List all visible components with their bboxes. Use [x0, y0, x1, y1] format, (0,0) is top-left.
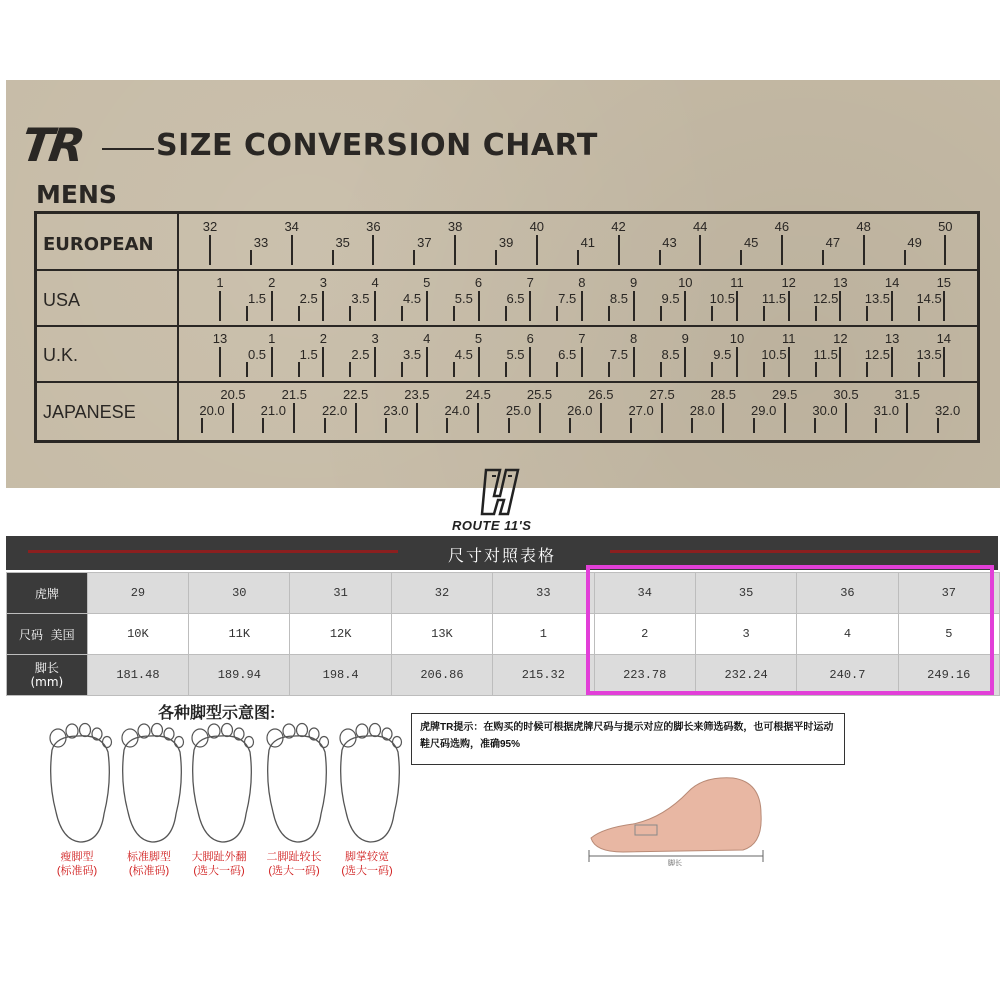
highlight-box — [586, 565, 994, 695]
scale-tick — [943, 291, 945, 321]
scale-tick — [322, 291, 324, 321]
scale-lower-label: 45 — [743, 235, 759, 250]
table-cell: 1 — [493, 614, 594, 655]
scale-tick — [763, 362, 765, 377]
scale-tick — [201, 418, 203, 433]
scale-tick — [413, 250, 415, 265]
scale-tick — [722, 403, 724, 433]
table-cell: 2 — [594, 614, 695, 655]
scale-tick — [866, 362, 868, 377]
scale-upper-label: 24.5 — [465, 387, 491, 402]
scale-upper-label: 27.5 — [649, 387, 675, 402]
scale-tick — [788, 291, 790, 321]
foot-outline-icon — [38, 722, 120, 853]
scale-lower-label: 39 — [498, 235, 514, 250]
scale-upper-label: 15 — [936, 275, 952, 290]
scale-lower-label: 2.5 — [299, 291, 318, 306]
scale-tick — [495, 250, 497, 265]
scale-tick — [322, 347, 324, 377]
scale-tick — [740, 250, 742, 265]
foot-type-advice: (选大一码) — [193, 865, 245, 877]
scale-tick — [416, 403, 418, 433]
scale-upper-label: 22.5 — [342, 387, 369, 402]
scale-tick — [219, 291, 221, 321]
foot-outline-icon — [255, 722, 337, 853]
scale-tick — [293, 403, 295, 433]
scale-lower-label: 11.5 — [761, 291, 787, 306]
scale-tick — [426, 291, 428, 321]
foot-type-caption — [37, 850, 117, 878]
scale-upper-label: 12 — [781, 275, 796, 290]
scale-lower-label: 12.5 — [864, 347, 891, 362]
scale-tick — [454, 235, 456, 265]
scale-tick — [784, 403, 786, 433]
scale-tick — [556, 306, 558, 321]
route-logo-text: ROUTE 11'S — [452, 518, 532, 533]
scale-tick — [891, 291, 893, 321]
scale-lower-label: 11.5 — [813, 347, 838, 362]
table-cell: 30 — [189, 573, 290, 614]
scale-lower-label: 43 — [662, 235, 677, 250]
row-label-japanese: JAPANESE — [43, 402, 136, 422]
scale-tick — [271, 347, 273, 377]
scale-tick — [630, 418, 632, 433]
scale-upper-label: 4 — [371, 275, 379, 290]
logo-divider — [102, 148, 154, 150]
table-cell: 29 — [87, 573, 188, 614]
table-cell: 31 — [290, 573, 391, 614]
label-divider — [177, 214, 179, 440]
scale-upper-label: 14 — [884, 275, 900, 290]
scale-tick — [839, 347, 841, 377]
scale-tick — [401, 362, 403, 377]
scale-tick — [906, 403, 908, 433]
table-cell: 249.16 — [898, 655, 999, 696]
scale-lower-label: 47 — [825, 235, 841, 250]
scale-upper-label: 25.5 — [526, 387, 553, 402]
scale-upper-label: 2 — [319, 331, 328, 346]
table-cell: 36 — [797, 573, 898, 614]
side-foot-icon — [583, 770, 773, 865]
scale-upper-label: 23.5 — [404, 387, 430, 402]
scale-tick — [684, 291, 686, 321]
scale-tick — [684, 347, 686, 377]
scale-tick — [918, 306, 920, 321]
table-cell: 240.7 — [797, 655, 898, 696]
scale-tick — [815, 362, 817, 377]
scale-upper-label: 6 — [474, 275, 483, 290]
scale-lower-label: 10.5 — [761, 347, 787, 362]
scale-tick — [659, 250, 661, 265]
scale-tick — [505, 306, 507, 321]
scale-lower-label: 10.5 — [709, 291, 735, 306]
scale-upper-label: 36 — [366, 219, 381, 234]
scale-tick — [250, 250, 252, 265]
scale-lower-label: 33 — [253, 235, 269, 250]
foot-type-advice: (选大一码) — [268, 865, 320, 877]
scale-tick — [633, 347, 635, 377]
scale-upper-label: 40 — [529, 219, 545, 234]
measure-label: 脚长 — [668, 860, 682, 867]
scale-tick — [815, 306, 817, 321]
scale-upper-label: 4 — [423, 331, 431, 346]
scale-upper-label: 14 — [936, 331, 952, 346]
scale-lower-label: 12.5 — [813, 291, 839, 306]
scale-upper-label: 6 — [526, 331, 534, 346]
foot-outline-icon — [180, 722, 262, 853]
scale-upper-label: 5 — [423, 275, 431, 290]
scale-lower-label: 3.5 — [403, 347, 422, 362]
table-cell: 37 — [898, 573, 999, 614]
scale-tick — [508, 418, 510, 433]
scale-lower-label: 23.0 — [383, 403, 409, 418]
scale-tick — [753, 418, 755, 433]
foot-type-name: 脚掌较宽 — [345, 851, 389, 863]
table-cell: 5 — [898, 614, 999, 655]
scale-lower-label: 1.5 — [299, 347, 318, 362]
scale-lower-label: 7.5 — [558, 291, 577, 306]
scale-tick — [661, 403, 663, 433]
scale-upper-label: 9 — [629, 275, 638, 290]
size-conversion-board — [6, 80, 1000, 488]
scale-lower-label: 25.0 — [505, 403, 532, 418]
scale-tick — [478, 291, 480, 321]
row-label-uk: U.K. — [43, 345, 79, 365]
table-cell: 11K — [189, 614, 290, 655]
table-cell: 189.94 — [189, 655, 290, 696]
scale-tick — [232, 403, 234, 433]
scale-tick — [374, 347, 376, 377]
scale-upper-label: 2 — [268, 275, 276, 290]
scale-tick — [349, 306, 351, 321]
table-cell: 13K — [391, 614, 492, 655]
scale-lower-label: 8.5 — [661, 347, 680, 362]
scale-lower-label: 24.0 — [444, 403, 470, 418]
scale-lower-label: 9.5 — [713, 347, 732, 362]
scale-tick — [477, 403, 479, 433]
table-cell: 4 — [797, 614, 898, 655]
scale-upper-label: 13 — [833, 275, 848, 290]
scale-tick — [374, 291, 376, 321]
scale-tick — [600, 403, 602, 433]
scale-upper-label: 7 — [526, 275, 534, 290]
scale-tick — [536, 235, 538, 265]
scale-upper-label: 8 — [629, 331, 638, 346]
scale-upper-label: 10 — [729, 331, 745, 346]
scale-tick — [763, 306, 765, 321]
scale-tick — [453, 362, 455, 377]
table-cell: 33 — [493, 573, 594, 614]
scale-tick — [349, 362, 351, 377]
scale-tick — [781, 235, 783, 265]
scale-upper-label: 12 — [833, 331, 848, 346]
scale-tick — [788, 347, 790, 377]
scale-upper-label: 44 — [692, 219, 708, 234]
scale-lower-label: 3.5 — [351, 291, 370, 306]
foot-type-name: 大脚趾外翻 — [191, 851, 247, 863]
scale-upper-label: 21.5 — [281, 387, 307, 402]
scale-upper-label: 11 — [781, 331, 796, 346]
scale-upper-label: 13 — [884, 331, 900, 346]
table-cell: 215.32 — [493, 655, 594, 696]
scale-upper-label: 48 — [856, 219, 871, 234]
scale-lower-label: 37 — [417, 235, 432, 250]
scale-upper-label: 11 — [730, 275, 744, 290]
scale-tick — [569, 418, 571, 433]
scale-lower-label: 28.0 — [689, 403, 716, 418]
scale-tick — [711, 362, 713, 377]
scale-lower-label: 27.0 — [628, 403, 654, 418]
scale-lower-label: 9.5 — [661, 291, 680, 306]
scale-tick — [529, 291, 531, 321]
scale-tick — [246, 362, 248, 377]
scale-tick — [618, 235, 620, 265]
scale-tick — [291, 235, 293, 265]
scale-lower-label: 4.5 — [403, 291, 422, 306]
scale-tick — [944, 235, 946, 265]
tr-logo: TR — [18, 118, 85, 172]
scale-tick — [822, 250, 824, 265]
row-label-foot-length: 脚长 (mm) — [7, 655, 88, 696]
table-cell: 35 — [695, 573, 796, 614]
scale-upper-label: 3 — [371, 331, 379, 346]
scale-tick — [845, 403, 847, 433]
scale-lower-label: 7.5 — [609, 347, 628, 362]
table-cell: 3 — [695, 614, 796, 655]
scale-tick — [918, 362, 920, 377]
row-divider — [37, 269, 977, 271]
scale-lower-label: 30.0 — [812, 403, 838, 418]
scale-lower-label: 14.5 — [916, 291, 942, 306]
scale-lower-label: 21.0 — [260, 403, 286, 418]
foot-type-caption — [254, 850, 334, 878]
scale-upper-label: 31.5 — [894, 387, 920, 402]
table-cell: 181.48 — [87, 655, 188, 696]
scale-upper-label: 10 — [678, 275, 693, 290]
scale-lower-label: 20.0 — [199, 403, 225, 418]
scale-lower-label: 0.5 — [247, 347, 267, 362]
scale-tick — [271, 291, 273, 321]
foot-type-advice: (标准码) — [56, 865, 98, 877]
foot-type-advice: (选大一码) — [341, 865, 393, 877]
scale-upper-label: 29.5 — [772, 387, 798, 402]
scale-upper-label: 30.5 — [833, 387, 859, 402]
table-cell: 10K — [87, 614, 188, 655]
scale-tick — [660, 306, 662, 321]
foot-outline-icon — [328, 722, 410, 853]
scale-tick — [262, 418, 264, 433]
scale-tick — [891, 347, 893, 377]
scale-tick — [556, 362, 558, 377]
scale-tick — [711, 306, 713, 321]
scale-tick — [372, 235, 374, 265]
scale-tick — [875, 418, 877, 433]
scale-lower-label: 32.0 — [934, 403, 961, 418]
scale-upper-label: 5 — [474, 331, 483, 346]
scale-tick — [298, 362, 300, 377]
scale-tick — [539, 403, 541, 433]
foot-type-name: 标准脚型 — [127, 851, 171, 863]
scale-lower-label: 8.5 — [609, 291, 628, 306]
foot-type-caption — [109, 850, 189, 878]
scale-tick — [608, 362, 610, 377]
scale-tick — [691, 418, 693, 433]
scale-tick — [699, 235, 701, 265]
row-label-brand: 虎牌 — [7, 573, 88, 614]
scale-tick — [608, 306, 610, 321]
scale-upper-label: 3 — [319, 275, 328, 290]
scale-lower-label: 31.0 — [873, 403, 899, 418]
foot-type-name: 瘦脚型 — [60, 851, 94, 863]
scale-lower-label: 13.5 — [916, 347, 942, 362]
scale-lower-label: 41 — [580, 235, 596, 250]
row-label-us: 尺码 美国 — [7, 614, 88, 655]
scale-tick — [209, 235, 211, 265]
foot-type-caption — [327, 850, 407, 878]
row-label-european: EUROPEAN — [43, 234, 154, 255]
scale-tick — [633, 291, 635, 321]
scale-upper-label: 32 — [202, 219, 218, 234]
scale-upper-label: 46 — [774, 219, 790, 234]
scale-tick — [529, 347, 531, 377]
scale-tick — [814, 418, 816, 433]
scale-tick — [426, 347, 428, 377]
scale-tick — [505, 362, 507, 377]
scale-lower-label: 35 — [335, 235, 350, 250]
foot-type-caption — [179, 850, 259, 878]
scale-lower-label: 1.5 — [247, 291, 267, 306]
scale-tick — [904, 250, 906, 265]
scale-lower-label: 13.5 — [864, 291, 891, 306]
scale-upper-label: 1 — [268, 331, 276, 346]
chart-title: SIZE CONVERSION CHART — [156, 128, 598, 163]
scale-upper-label: 50 — [938, 219, 953, 234]
scale-upper-label: 1 — [216, 275, 224, 290]
scale-tick — [866, 306, 868, 321]
scale-upper-label: 7 — [578, 331, 586, 346]
scale-upper-label: 28.5 — [710, 387, 737, 402]
row-divider — [37, 325, 977, 327]
scale-tick — [298, 306, 300, 321]
scale-lower-label: 6.5 — [506, 291, 525, 306]
cn-chart-caption: 尺寸对照表格 — [447, 548, 556, 565]
scale-upper-label: 13 — [212, 331, 228, 346]
scale-lower-label: 49 — [907, 235, 922, 250]
scale-tick — [863, 235, 865, 265]
scale-lower-label: 29.0 — [751, 403, 777, 418]
table-cell: 12K — [290, 614, 391, 655]
scale-tick — [446, 418, 448, 433]
scale-lower-label: 26.0 — [567, 403, 593, 418]
scale-lower-label: 5.5 — [454, 291, 473, 306]
table-cell: 223.78 — [594, 655, 695, 696]
route-logo-icon — [478, 466, 524, 518]
scale-upper-label: 8 — [578, 275, 586, 290]
section-mens: MENS — [36, 180, 117, 209]
scale-lower-label: 2.5 — [351, 347, 370, 362]
table-cell: 198.4 — [290, 655, 391, 696]
scale-upper-label: 20.5 — [220, 387, 246, 402]
scale-tick — [581, 291, 583, 321]
scale-tick — [401, 306, 403, 321]
tip-box: 虎牌TR提示：在购买的时候可根据虎牌尺码与提示对应的脚长来筛选码数，也可根据平时运动鞋尺码选购，准确95% — [411, 713, 845, 765]
table-cell: 232.24 — [695, 655, 796, 696]
scale-tick — [660, 362, 662, 377]
scale-upper-label: 38 — [447, 219, 463, 234]
scale-tick — [937, 418, 939, 433]
table-cell: 32 — [391, 573, 492, 614]
scale-tick — [219, 347, 221, 377]
scale-tick — [453, 306, 455, 321]
scale-lower-label: 22.0 — [321, 403, 348, 418]
scale-tick — [246, 306, 248, 321]
scale-tick — [839, 291, 841, 321]
scale-lower-label: 4.5 — [454, 347, 473, 362]
table-cell: 34 — [594, 573, 695, 614]
scale-tick — [324, 418, 326, 433]
scale-tick — [736, 291, 738, 321]
foot-type-name: 二脚趾较长 — [266, 851, 322, 863]
scale-tick — [355, 403, 357, 433]
row-divider — [37, 381, 977, 383]
scale-lower-label: 5.5 — [506, 347, 525, 362]
scale-tick — [943, 347, 945, 377]
foot-types-title: 各种脚型示意图: — [158, 705, 276, 722]
table-cell: 206.86 — [391, 655, 492, 696]
scale-lower-label: 6.5 — [558, 347, 577, 362]
scale-upper-label: 42 — [611, 219, 626, 234]
scale-tick — [577, 250, 579, 265]
row-label-usa: USA — [43, 290, 81, 310]
scale-tick — [478, 347, 480, 377]
scale-tick — [736, 347, 738, 377]
conversion-grid — [34, 211, 980, 443]
scale-upper-label: 9 — [681, 331, 689, 346]
scale-upper-label: 34 — [284, 219, 299, 234]
scale-tick — [332, 250, 334, 265]
scale-tick — [385, 418, 387, 433]
scale-upper-label: 26.5 — [588, 387, 614, 402]
scale-tick — [581, 347, 583, 377]
foot-type-advice: (标准码) — [128, 865, 170, 877]
